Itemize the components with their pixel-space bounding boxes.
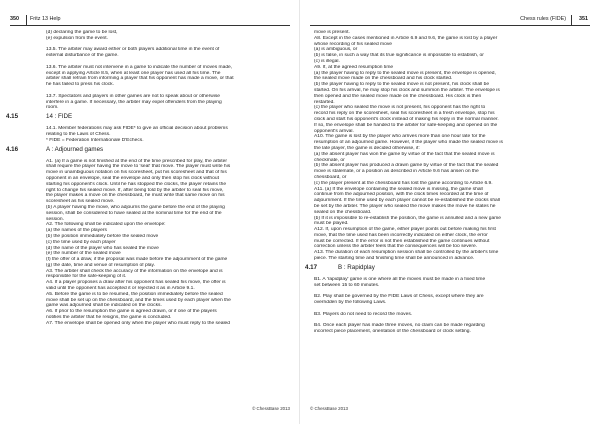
intro-text bbox=[46, 30, 286, 111]
text-line: starting his opponent's clock. Until he has stopped the clocks, the player retains the bbox=[46, 181, 227, 187]
left-page-body bbox=[6, 30, 286, 327]
text-line: set between 15 to 60 minutes. bbox=[314, 282, 380, 288]
text-line: (b) the player having to reply to the sealed move is not present, his clock shall be bbox=[314, 82, 490, 88]
section-heading-4-16 bbox=[6, 145, 286, 154]
section-number: 4.17 bbox=[305, 263, 318, 271]
section-4-15-text bbox=[46, 126, 286, 143]
text-line: (b) the position immediately before the sealed move bbox=[46, 233, 159, 239]
text-line: correction unless the arbiter feels that the consequences will be too severe. bbox=[314, 244, 478, 250]
right-footer: © ChessBase 2013 bbox=[310, 406, 348, 411]
text-line: move shall be set up on the chessboard, and the times used by each player when the bbox=[46, 297, 231, 303]
text-line: A1. (a) If a game is not finished at the end of the time prescribed for play, the arbiter bbox=[46, 158, 227, 164]
text-line: game was adjourned shall be indicated on the clocks. bbox=[46, 303, 162, 309]
text-line: must be corrected. If the error is not then established the game continues without bbox=[314, 238, 490, 244]
text-line: (c) the time used by each player bbox=[46, 239, 116, 245]
text-line: (a) the player having to reply to the sealed move is present, the envelope is opened, bbox=[314, 70, 496, 76]
text-line: B2. Play shall be governed by the FIDE Laws of Chess, except where they are bbox=[314, 294, 484, 300]
header-separator bbox=[26, 15, 27, 25]
section-4-17-text bbox=[314, 277, 586, 335]
text-line: except in applying Article 8.5, when at least one player has used all his time. The bbox=[46, 70, 221, 76]
text-line: If so, the envelope shall be handed to the arbiter for safe-keeping and opened on the bbox=[314, 122, 498, 128]
section-title: 14 : FIDE bbox=[46, 113, 73, 121]
text-line: 13.6. The arbiter must not intervene in a game to indicate the number of moves made, bbox=[46, 64, 233, 70]
text-line: A9. If, at the agreed resumption time bbox=[314, 64, 394, 70]
text-line: 14.1. Member federations may ask FIDE* to give an official decision about problems bbox=[46, 126, 228, 132]
right-page-header bbox=[310, 15, 590, 26]
text-line: (d) declaring the game to be lost, bbox=[46, 30, 118, 35]
text-line: (e) the number of the sealed move bbox=[46, 251, 121, 257]
text-line: opponent's arrival. bbox=[314, 128, 354, 134]
section-title: B : Rapidplay bbox=[338, 263, 375, 271]
text-line: continue from the adjourned position, with the clock times recorded at the time of bbox=[314, 192, 489, 198]
right-page bbox=[300, 0, 600, 424]
text-line: A8. Except in the cases mentioned in Article 6.9 and 9.6, the game is lost by a player bbox=[314, 35, 498, 41]
section-heading-4-17 bbox=[305, 263, 586, 272]
text-line: room. bbox=[46, 105, 59, 111]
text-line: clock and start his opponent's clock instead of making his reply in the normal manner. bbox=[314, 116, 499, 122]
header-rule bbox=[10, 25, 290, 26]
text-line: responsible for the safe-keeping of it. bbox=[46, 274, 127, 280]
text-line: started. On his arrival, he may stop his clock and summon the arbiter. The envelope is bbox=[314, 87, 500, 93]
text-line: (a) the names of the players bbox=[46, 228, 107, 234]
left-footer: © ChessBase 2013 bbox=[252, 406, 290, 411]
left-page-header bbox=[10, 15, 290, 26]
text-line: interfere in a game. If necessary, the arbiter may expel offenders from the playing bbox=[46, 99, 222, 105]
text-line: (e) expulsion from the event. bbox=[46, 35, 108, 41]
text-line: record his reply on the scoresheet, seal his scoresheet in a fresh envelope, stop his bbox=[314, 111, 495, 117]
text-line: A5. Before the game is to be resumed, the position immediately before the sealed bbox=[46, 291, 223, 297]
text-line: overridden by the following Laws. bbox=[314, 300, 387, 306]
text-line: arbiter shall refrain from informing a player that his opponent has made a move, or that bbox=[46, 76, 234, 82]
text-line: A13. The duration of each resumption session shall be controlled by the arbiter's time bbox=[314, 250, 499, 256]
text-line: chessboard, or bbox=[314, 174, 347, 180]
text-line: opponent in an envelope, seal the envelope and only then stop his clock without bbox=[46, 175, 219, 181]
text-line: move in unambiguous notation on his scoresheet, put his scoresheet and that of his bbox=[46, 170, 227, 176]
text-line: (a) the absent player has won the game by virtue of the fact that the sealed move is bbox=[314, 151, 495, 157]
text-line: session, shall be considered to have sealed at the nominal time for the end of the bbox=[46, 210, 222, 216]
text-line: 13.5. The arbiter may award either or both players additional time in the event of bbox=[46, 47, 220, 53]
text-line: A7. The envelope shall be opened only when the player who must reply to the sealed bbox=[46, 320, 230, 326]
text-line: move is present. bbox=[314, 30, 350, 35]
text-line: incorrect piece placement, orientation of the chessboard or clock setting. bbox=[314, 329, 471, 335]
text-line: (f) the offer of a draw, if the proposal was made before the adjournment of the game bbox=[46, 257, 228, 263]
text-line: whose recording of his sealed move bbox=[314, 41, 393, 47]
section-number: 4.16 bbox=[6, 145, 19, 153]
text-line: A11. (a) If the envelope containing the sealed move is missing, the game shall bbox=[314, 186, 483, 192]
text-line: adjournment. If the time used by each player cannot be re-established the clocks shall bbox=[314, 198, 500, 204]
text-line: 13.7. Spectators and players in other games are not to speak about or otherwise bbox=[46, 93, 220, 99]
text-line: then opened and the sealed move made on the chessboard. His clock is then bbox=[314, 93, 482, 99]
text-line: valid until the opponent has accepted it or rejected it as in Article 9.1. bbox=[46, 286, 195, 292]
text-line: (d) the name of the player who has sealed the move bbox=[46, 245, 159, 251]
header-rule bbox=[310, 25, 590, 26]
text-line: A6. If prior to the resumption the game is agreed drawn, or if one of the players bbox=[46, 309, 217, 315]
text-line: the sealed move made on the chessboard and his clock started. bbox=[314, 76, 453, 82]
section-heading-4-15 bbox=[6, 113, 286, 121]
left-running-title: Fritz 13 Help bbox=[30, 16, 61, 22]
text-line: move is stalemate, or a position as described in Article 9.6 has arisen on the bbox=[314, 169, 479, 175]
text-line: shall require the player having the move to 'seal' that move. The player must write his bbox=[46, 164, 231, 170]
text-line: restarted. bbox=[314, 99, 335, 105]
text-line: (b) If it is impossible to re-establish the position, the game is annulled and a new game bbox=[314, 215, 502, 221]
text-line: (c) the player present at the chessboard has lost the game according to Article 6.9. bbox=[314, 180, 493, 186]
text-line: A12. If, upon resumption of the game, either player points out before making his first bbox=[314, 227, 496, 233]
text-line: (b) is false, in such a way that its true significance is impossible to establish, or bbox=[314, 53, 484, 59]
text-line: (c) is illegal. bbox=[314, 58, 340, 64]
text-line: (a) is ambiguous, or bbox=[314, 47, 358, 53]
text-line: relating to the Laws of Chess. bbox=[46, 131, 111, 137]
text-line: B3. Players do not need to record the moves. bbox=[314, 311, 413, 317]
section-number: 4.15 bbox=[6, 113, 19, 121]
text-line: the player makes a move on the chessboard, he must write that same move on his bbox=[46, 193, 225, 199]
section-4-16-text bbox=[46, 159, 286, 327]
text-line: A2. The following shall be indicated upon the envelope: bbox=[46, 222, 166, 228]
text-line: resumption of an adjourned game. However, if the player who made the sealed move is bbox=[314, 140, 503, 146]
right-page-number: 351 bbox=[579, 16, 588, 22]
section-title: A : Adjourned games bbox=[46, 145, 104, 153]
right-running-title: Chess rules (FIDE) bbox=[520, 16, 566, 22]
text-line: the late player, the game is decided otherwise, if: bbox=[314, 145, 420, 151]
text-line: sealed on the chessboard. bbox=[314, 209, 372, 215]
text-line: he has failed to press his clock. bbox=[46, 82, 114, 88]
text-line: (g) the date, time and venue of resumption of play. bbox=[46, 262, 155, 268]
text-line: A10. The game is lost by the player who arrives more than one hour late for the bbox=[314, 134, 486, 140]
text-line: must be played. bbox=[314, 221, 349, 227]
text-line: (c) the player who sealed the move is not present, his opponent has the right to bbox=[314, 105, 486, 111]
right-page-body bbox=[305, 30, 586, 335]
adjourned-games-continued-text bbox=[314, 30, 586, 262]
text-line: * FIDE = Federation Internationale D'Echecs. bbox=[46, 137, 144, 143]
text-line: be set by the arbiter. The player who sealed the move makes the move he states he bbox=[314, 203, 496, 209]
text-line: right to change his sealed move. If, after being told by the arbiter to seal his move, bbox=[46, 187, 224, 193]
text-line: (b) the absent player has produced a drawn game by virtue of the fact that the sealed bbox=[314, 163, 499, 169]
text-line: notifies the arbiter that he resigns, the game is concluded. bbox=[46, 315, 172, 321]
text-line: external disturbance of the game. bbox=[46, 53, 119, 59]
text-line: B1. A 'rapidplay' game is one where all the moves must be made in a fixed time bbox=[314, 276, 486, 282]
text-line: move, that the time used has been incorrectly indicated on either clock, the error bbox=[314, 232, 488, 238]
text-line: scoresheet as his sealed move. bbox=[46, 199, 115, 205]
text-line: checkmate, or bbox=[314, 157, 345, 163]
text-line: piece. The starting time and finishing time shall be announced in advance. bbox=[314, 256, 475, 262]
text-line: A4. If a player proposes a draw after his opponent has sealed his move, the offer is bbox=[46, 280, 226, 286]
text-line: A3. The arbiter shall check the accuracy of the information on the envelope and is bbox=[46, 268, 223, 274]
text-line: session. bbox=[46, 216, 64, 222]
header-separator bbox=[571, 15, 572, 25]
text-line: (b) A player having the move, who adjourns the game before the end of the playing bbox=[46, 204, 225, 210]
left-page-number: 350 bbox=[10, 16, 19, 22]
text-line: B4. Once each player has made three moves, no claim can be made regarding bbox=[314, 323, 485, 329]
